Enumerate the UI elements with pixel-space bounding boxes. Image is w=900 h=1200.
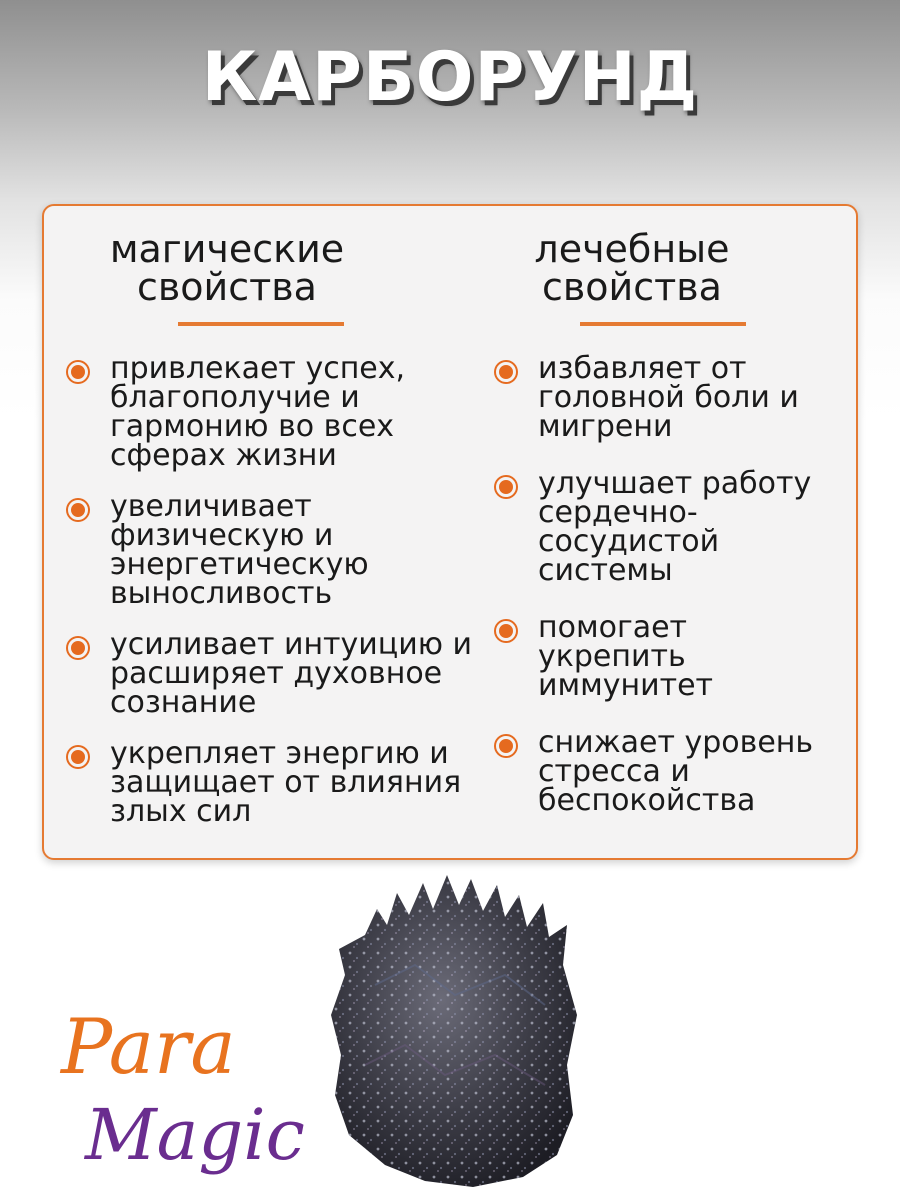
heading-underline <box>580 322 746 326</box>
text-line: расширяет духовное <box>110 656 443 691</box>
magic-properties-list <box>64 351 472 829</box>
text-line: физическую и <box>110 518 334 553</box>
list-item-text <box>110 736 500 829</box>
list-item <box>64 351 464 473</box>
healing-heading-line2: свойства <box>542 265 722 309</box>
text-line: сферах жизни <box>110 438 337 473</box>
text-line: улучшает работу <box>538 466 812 501</box>
text-line: мигрени <box>538 409 673 444</box>
text-line: избавляет от <box>538 351 747 386</box>
list-item <box>492 351 852 444</box>
text-line: укрепляет энергию и <box>110 736 449 771</box>
orange-dot-bullet-icon <box>496 736 516 756</box>
text-line: беспокойства <box>538 783 756 818</box>
page-title: КАРБОРУНД <box>201 38 699 117</box>
magic-properties-heading <box>64 227 390 309</box>
text-line: головной боли и <box>538 380 799 415</box>
text-line: системы <box>538 553 673 588</box>
list-item <box>492 610 852 703</box>
list-item <box>492 725 852 818</box>
text-line: сердечно- <box>538 495 698 530</box>
healing-properties-list <box>492 351 852 818</box>
logo-text-magic: Magic <box>85 1094 305 1176</box>
orange-dot-bullet-icon <box>496 477 516 497</box>
properties-card <box>42 204 858 860</box>
text-line: укрепить <box>538 639 686 674</box>
text-line: защищает от влияния <box>110 765 462 800</box>
text-line: благополучие и <box>110 380 360 415</box>
text-line: привлекает успех, <box>110 351 406 386</box>
orange-dot-bullet-icon <box>496 362 516 382</box>
carborundum-crystal-image <box>305 865 615 1195</box>
orange-dot-bullet-icon <box>68 747 88 767</box>
text-line: стресса и <box>538 754 690 789</box>
text-line: сосудистой <box>538 524 720 559</box>
healing-properties-heading <box>492 227 772 309</box>
heading-underline <box>178 322 344 326</box>
text-line: помогает <box>538 610 688 645</box>
paramagic-logo-icon <box>55 995 305 1185</box>
list-item-text <box>538 351 838 444</box>
magic-properties-column <box>64 227 472 848</box>
logo-text-para: Para <box>61 1002 236 1091</box>
healing-heading-line1: лечебные <box>534 227 730 271</box>
list-item-text <box>538 725 838 818</box>
magic-heading-line1: магические <box>109 227 345 271</box>
list-item <box>64 627 472 720</box>
list-item-text <box>110 489 500 611</box>
list-item-text <box>110 351 500 473</box>
magic-heading-line2: свойства <box>137 265 317 309</box>
text-line: усиливает интуицию и <box>110 627 472 662</box>
orange-dot-bullet-icon <box>496 621 516 641</box>
orange-dot-bullet-icon <box>68 500 88 520</box>
text-line: иммунитет <box>538 668 714 703</box>
list-item-text <box>538 466 838 588</box>
text-line: снижает уровень <box>538 725 814 760</box>
list-item <box>64 736 464 829</box>
text-line: сознание <box>110 685 257 720</box>
text-line: выносливость <box>110 576 333 611</box>
text-line: увеличивает <box>110 489 312 524</box>
orange-dot-bullet-icon <box>68 362 88 382</box>
list-item-text <box>110 627 500 720</box>
list-item <box>64 489 464 611</box>
text-line: гармонию во всех <box>110 409 395 444</box>
paramagic-logo <box>55 995 305 1185</box>
orange-dot-bullet-icon <box>68 638 88 658</box>
healing-properties-column <box>492 227 852 843</box>
text-line: злых сил <box>110 794 252 829</box>
list-item-text <box>538 610 838 703</box>
text-line: энергетическую <box>110 547 369 582</box>
list-item <box>492 466 852 588</box>
